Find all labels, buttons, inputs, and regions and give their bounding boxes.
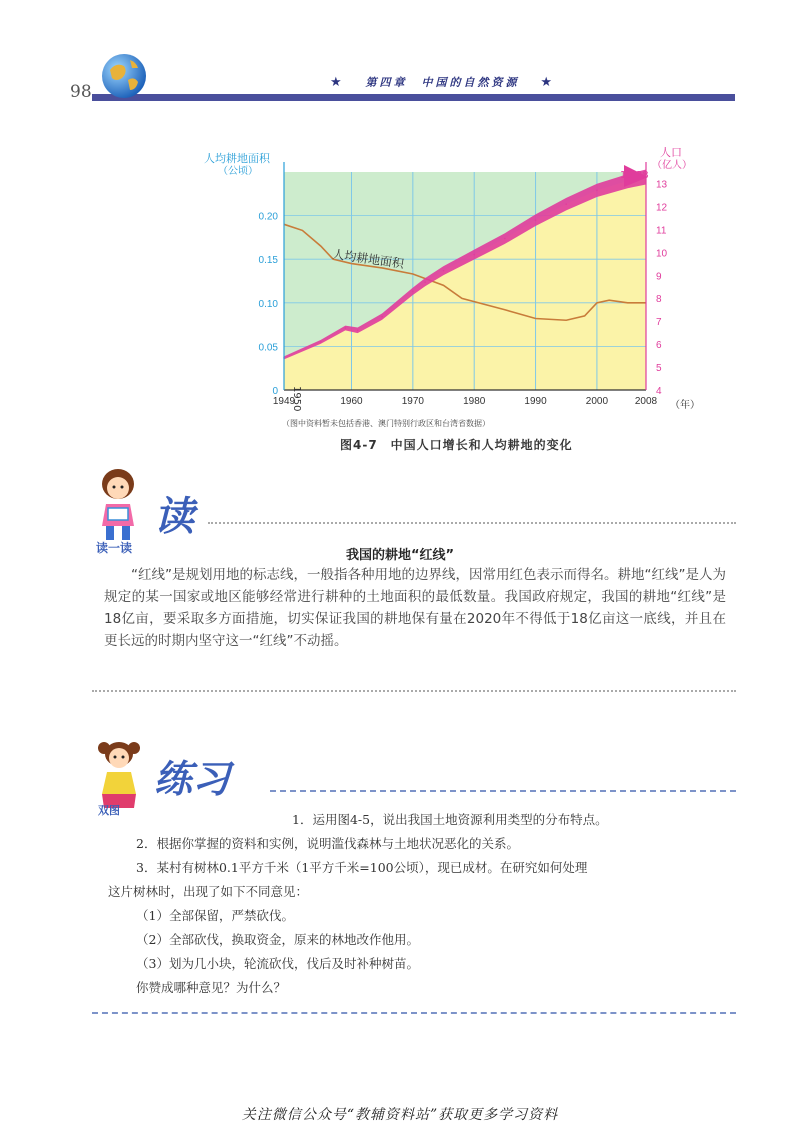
- reading-title: 我国的耕地“红线”: [345, 548, 455, 563]
- exercise-line-4: 这片树林时，出现了如下不同意见：: [108, 884, 309, 899]
- star-icon: ★: [330, 75, 345, 90]
- exercise-option-1: （1）全部保留，严禁砍伐。: [136, 908, 294, 923]
- exercise-question: 你赞成哪种意见？为什么？: [136, 980, 287, 995]
- header-bar: [92, 94, 735, 101]
- reading-body: “红线”是规划用地的标志线，一般指各种用地的边界线，因常用红色表示而得名。耕地“红线”是人为规定的某一国家或地区能够经常进行耕种的土地面积的最低数量。我国政府规定，我国的耕地“红线”是18亿亩，要采取多方面措施，切实保证我国的耕地保有量在2020年不得低于18亿亩这一底线，并且在更长远的时期内坚守这一“红线”不动摇。: [104, 567, 726, 649]
- y-right-tick-5: 5: [656, 363, 662, 375]
- y-left-tick-0.20: 0.20: [258, 211, 278, 223]
- left-axis-label-line2: （公顷）: [218, 166, 258, 177]
- y-left-tick-0.10: 0.10: [258, 298, 278, 310]
- population-point-1990: [535, 219, 537, 221]
- y-right-tick-10: 10: [656, 248, 668, 260]
- population-farmland-chart: [200, 140, 700, 415]
- x-tick-1970: 1970: [401, 396, 424, 407]
- reading-header-label: 读一读: [96, 541, 133, 555]
- x-tick-2008: 2008: [634, 396, 658, 407]
- population-point-1970: [412, 291, 414, 293]
- footer-text: 关注微信公众号“教辅资料站”获取更多学习资料: [241, 1107, 559, 1123]
- exercise-line-3: 3．某村有树林0.1平方千米（1平方千米=100公顷），现已成材。在研究如何处理: [136, 860, 588, 875]
- y-right-tick-13: 13: [656, 179, 668, 191]
- population-point-1965: [381, 316, 383, 318]
- population-point-1972: [424, 281, 426, 283]
- x-tick-1949: 1949: [272, 396, 296, 407]
- exercise-divider-bottom: [92, 1012, 736, 1014]
- right-axis-label-line1: 人口: [660, 146, 682, 159]
- girl-reading-icon: [102, 469, 134, 540]
- star-icon: ★: [540, 75, 555, 90]
- population-point-1961: [357, 330, 359, 332]
- globe-icon: [100, 52, 148, 100]
- population-point-1980: [473, 254, 475, 256]
- y-left-tick-0.05: 0.05: [258, 342, 278, 354]
- y-right-tick-6: 6: [656, 340, 662, 352]
- reading-divider-top: [208, 522, 736, 524]
- exercise-line-2: 2．根据你掌握的资料和实例，说明滥伐森林与土地状况恶化的关系。: [136, 836, 519, 851]
- y-left-tick-0: 0: [272, 386, 278, 397]
- population-point-2000: [596, 190, 598, 192]
- x-axis-unit: （年）: [670, 400, 700, 411]
- x-tick-1980: 1980: [463, 396, 486, 407]
- reading-divider-bottom: [92, 690, 736, 692]
- exercise-header: [92, 730, 272, 820]
- y-right-tick-8: 8: [656, 294, 662, 306]
- chapter-title: [330, 74, 555, 90]
- chart-caption: 图4-7 中国人口增长和人均耕地的变化: [340, 438, 573, 452]
- chapter-title-text: 第四章 中国的自然资源: [365, 76, 520, 89]
- exercise-header-sub: 双图: [98, 804, 120, 817]
- y-left-tick-0.15: 0.15: [258, 255, 278, 267]
- population-point-1985: [504, 238, 506, 240]
- exercise-option-2: （2）全部砍伐，换取资金，原来的林地改作他用。: [136, 932, 419, 947]
- y-right-tick-12: 12: [656, 202, 668, 214]
- start-year-label: 1950: [291, 386, 302, 412]
- x-tick-1990: 1990: [524, 396, 547, 407]
- y-right-tick-9: 9: [656, 271, 662, 283]
- chart-note: （图中资料暂未包括香港、澳门特别行政区和台湾省数据）: [282, 419, 490, 428]
- y-right-tick-4: 4: [656, 386, 662, 397]
- population-point-1995: [565, 203, 567, 205]
- series-label-farmland: 人均耕地面积: [331, 247, 405, 271]
- x-tick-2000: 2000: [585, 396, 609, 407]
- exercise-option-3: （3）划为几小块，轮流砍伐，伐后及时补种树苗。: [136, 956, 419, 971]
- end-value-label: 13.28: [620, 170, 649, 181]
- y-right-tick-7: 7: [656, 317, 662, 329]
- population-point-1959: [345, 327, 347, 329]
- girl-exercise-icon: [98, 742, 140, 808]
- reading-header-char: 读: [154, 494, 194, 540]
- population-point-1955: [320, 341, 322, 343]
- plot-background: [284, 172, 646, 390]
- exercise-header-title: 练习: [154, 757, 231, 801]
- reading-header: [92, 456, 212, 556]
- population-point-1975: [443, 270, 445, 272]
- exercise-line-1: 1．运用图4-5，说出我国土地资源利用类型的分布特点。: [292, 812, 608, 827]
- x-tick-1960: 1960: [340, 396, 363, 407]
- y-right-tick-11: 11: [656, 225, 667, 237]
- page-number: 98: [70, 82, 92, 102]
- exercise-divider-top: [270, 790, 736, 792]
- left-axis-label-line1: 人均耕地面积: [204, 152, 270, 165]
- right-axis-label-line2: （亿人）: [652, 160, 692, 171]
